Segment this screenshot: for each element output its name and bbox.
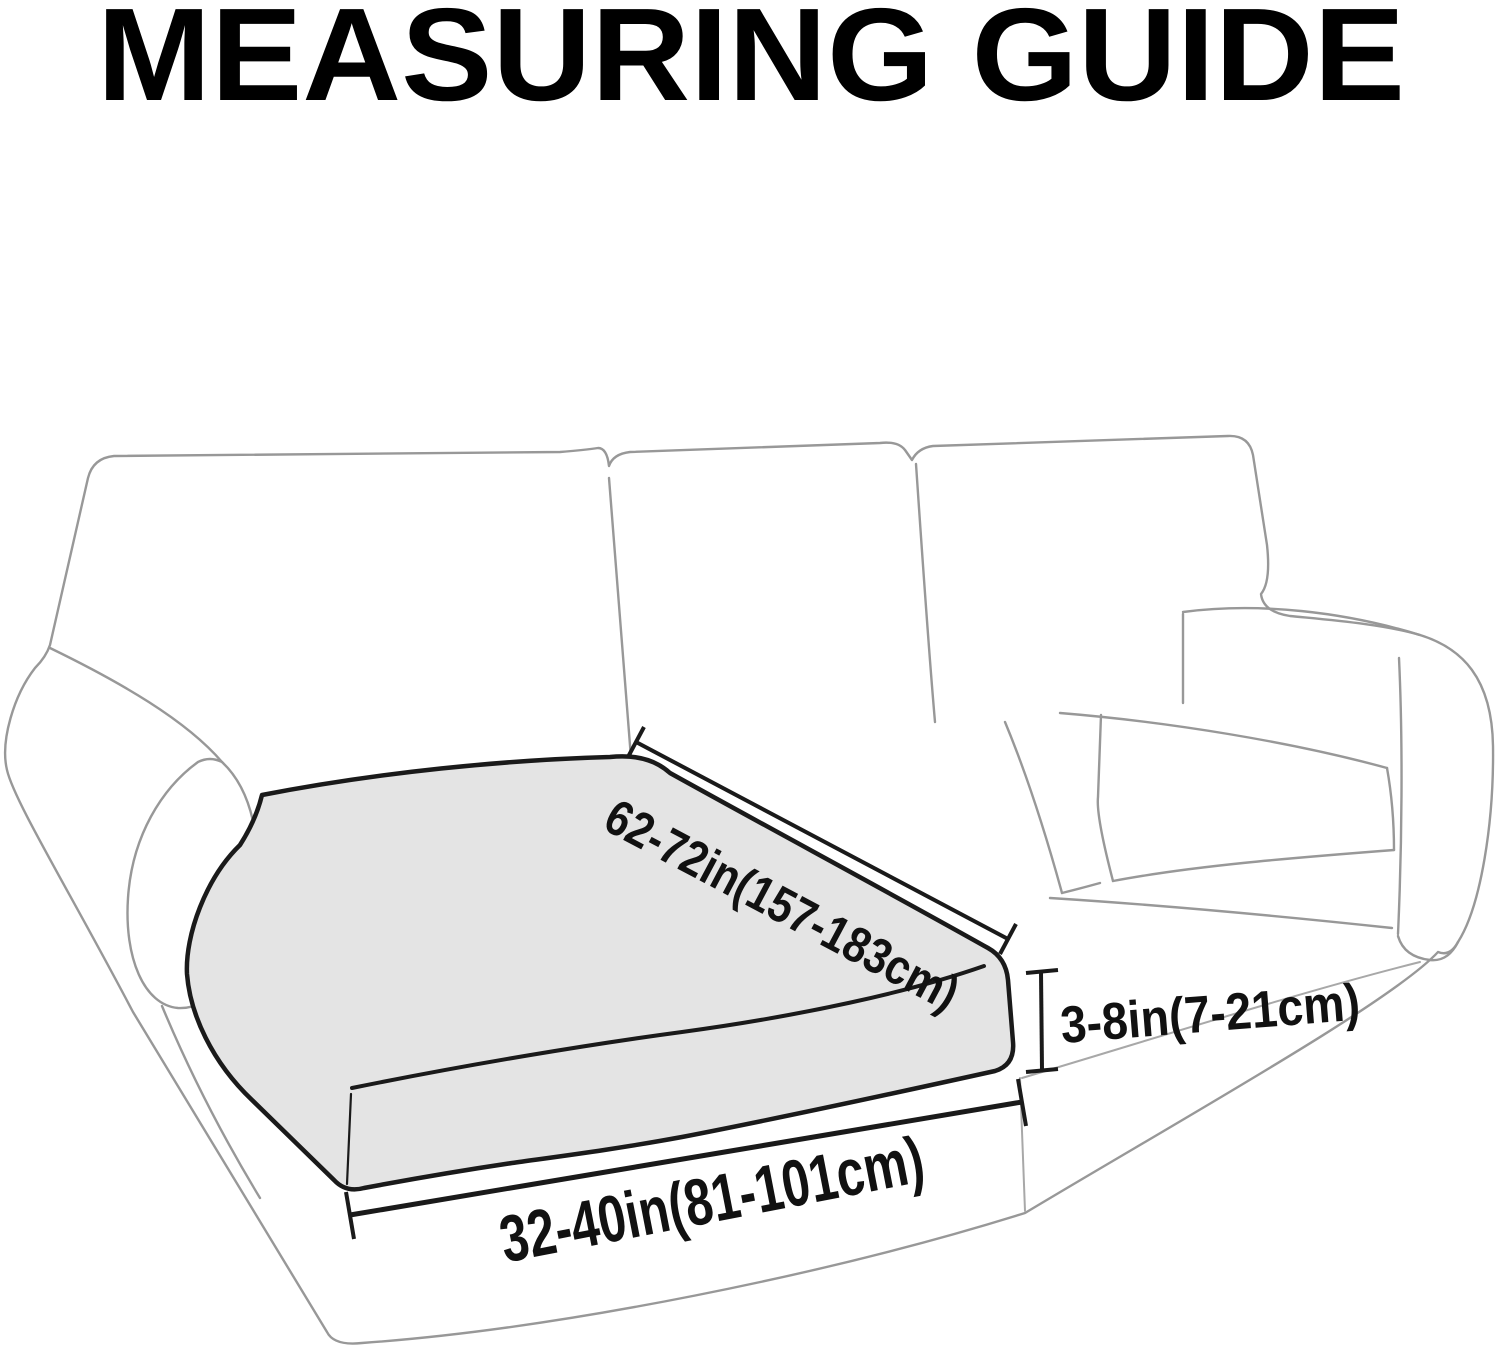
width-dimension-label: 32-40in(81-101cm) xyxy=(493,1094,1070,1277)
height-dimension-label: 3-8in(7-21cm) xyxy=(1058,970,1398,1055)
length-dimension-label: 62-72in(157-183cm) xyxy=(595,788,1030,1055)
height-bracket-stem xyxy=(1041,972,1042,1070)
page-title: MEASURING GUIDE xyxy=(97,0,1405,128)
